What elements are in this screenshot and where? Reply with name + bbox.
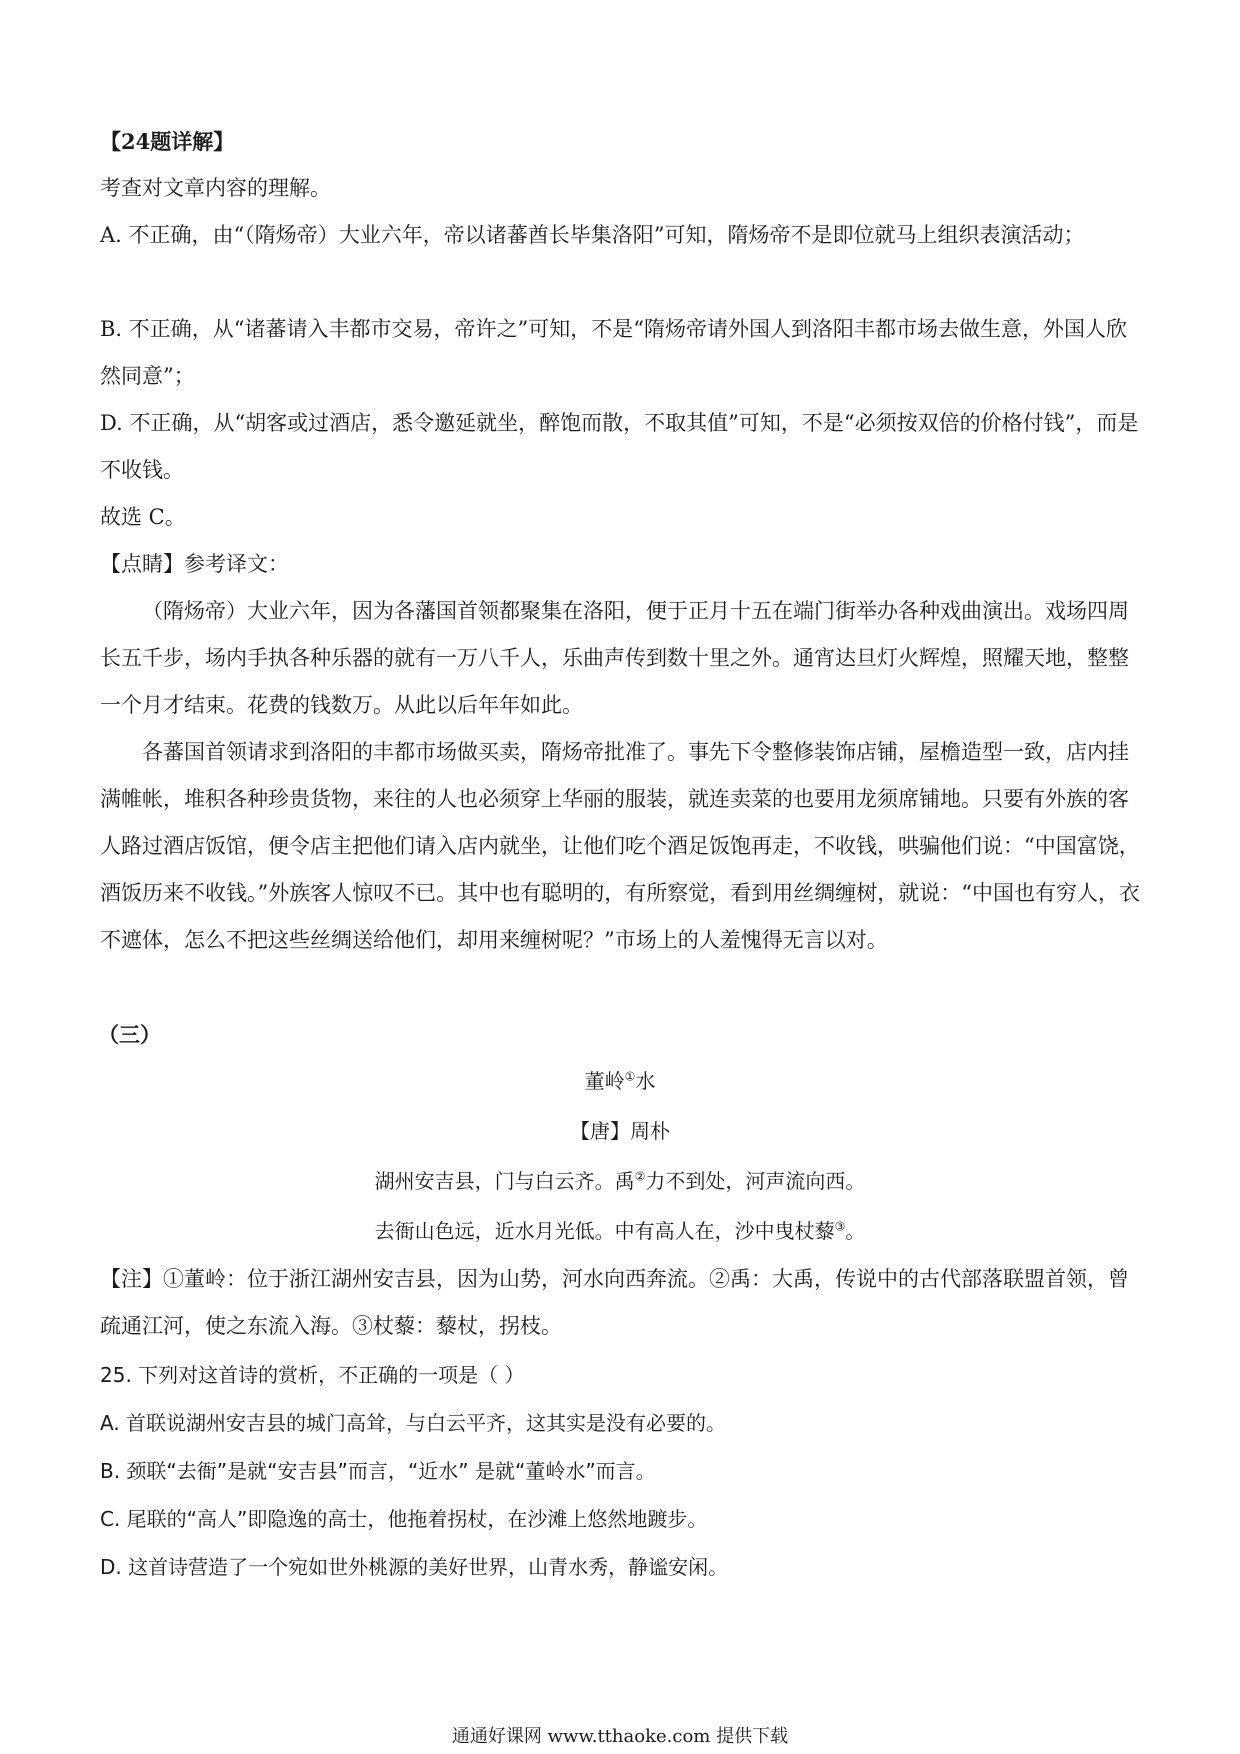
q24-answer: 故选 C。 [100,505,186,529]
poem-notes: 【注】①董岭：位于浙江湖州安吉县，因为山势，河水向西奔流。②禹：大禹，传说中的古代部落联盟首领，曾疏通江河，使之东流入海。③杖藜：藜杖，拐枝。 [100,1267,1129,1338]
q24-header: 【24题详解】 [100,129,235,154]
section-three-heading: （三） [98,1022,161,1047]
poem-line-2: 去衙山色远，近水月光低。中有高人在，沙中曳杖藜③。 [374,1219,866,1243]
q25-option-b: B. 颈联“去衙”是就“安吉县”而言，“近水” 是就“董岭水”而言。 [100,1459,656,1483]
q25-option-a: A. 首联说湖州安吉县的城门高耸，与白云平齐，这其实是没有必要的。 [100,1411,727,1435]
q25-stem: 25. 下列对这首诗的赏析，不正确的一项是（ ） [100,1363,525,1387]
poem-line-1: 湖州安吉县，门与白云齐。禹②力不到处，河声流向西。 [374,1169,866,1193]
q24-option-b-analysis: B. 不正确，从“诸蕃请入丰都市交易，帝许之”可知，不是“隋炀帝请外国人到洛阳丰都市场去做生意，外国人欣然同意”； [100,317,1127,388]
dianjing-heading: 【点睛】参考译文： [100,552,289,576]
poem-author: 【唐】周朴 [570,1119,670,1143]
poem-title: 董岭①水 [584,1069,656,1093]
q24-option-a-analysis: A. 不正确，由“（隋炀帝）大业六年，帝以诸蕃酋长毕集洛阳”可知，隋炀帝不是即位就马上组织表演活动； [100,223,1085,247]
page-footer: 通通好课网 www.tthaoke.com 提供下载 [451,1726,789,1747]
translation-paragraph-2: 各蕃国首领请求到洛阳的丰都市场做买卖，隋炀帝批准了。事先下令整修装饰店铺，屋檐造型一致，店内挂满帷帐，堆积各种珍贵货物，来往的人也必须穿上华丽的服装，就连卖菜的也要用龙须席铺地。只要有外族的客人路过酒店饭馆，便令店主把他们请入店内就坐，让他们吃个酒足饭饱再走，不收钱，哄骗他们说：“中国富饶，酒饭历来不收钱。”外族客人惊叹不已。其中也有聪明的，有所察觉，看到用丝绸缠树，就说：“中国也有穷人，衣不遮体，怎么不把这些丝绸送给他们，却用来缠树呢？”市场上的人羞愧得无言以对。 [100,740,1140,952]
q25-option-d: D. 这首诗营造了一个宛如世外桃源的美好世界，山青水秀，静谧安闲。 [100,1555,729,1579]
q25-option-c: C. 尾联的“高人”即隐逸的高士，他拖着拐杖，在沙滩上悠然地踱步。 [100,1507,708,1531]
q24-option-d-analysis: D. 不正确，从“胡客或过酒店，悉令邀延就坐，醉饱而散，不取其值”可知，不是“必须按双倍的价格付钱”，而是不收钱。 [100,411,1139,482]
translation-paragraph-1: （隋炀帝）大业六年，因为各藩国首领都聚集在洛阳，便于正月十五在端门街举办各种戏曲演出。戏场四周长五千步，场内手执各种乐器的就有一万八千人，乐曲声传到数十里之外。通宵达旦灯火辉煌，照耀天地，整整一个月才结束。花费的钱数万。从此以后年年如此。 [100,599,1129,717]
q24-intro: 考查对文章内容的理解。 [100,176,331,200]
